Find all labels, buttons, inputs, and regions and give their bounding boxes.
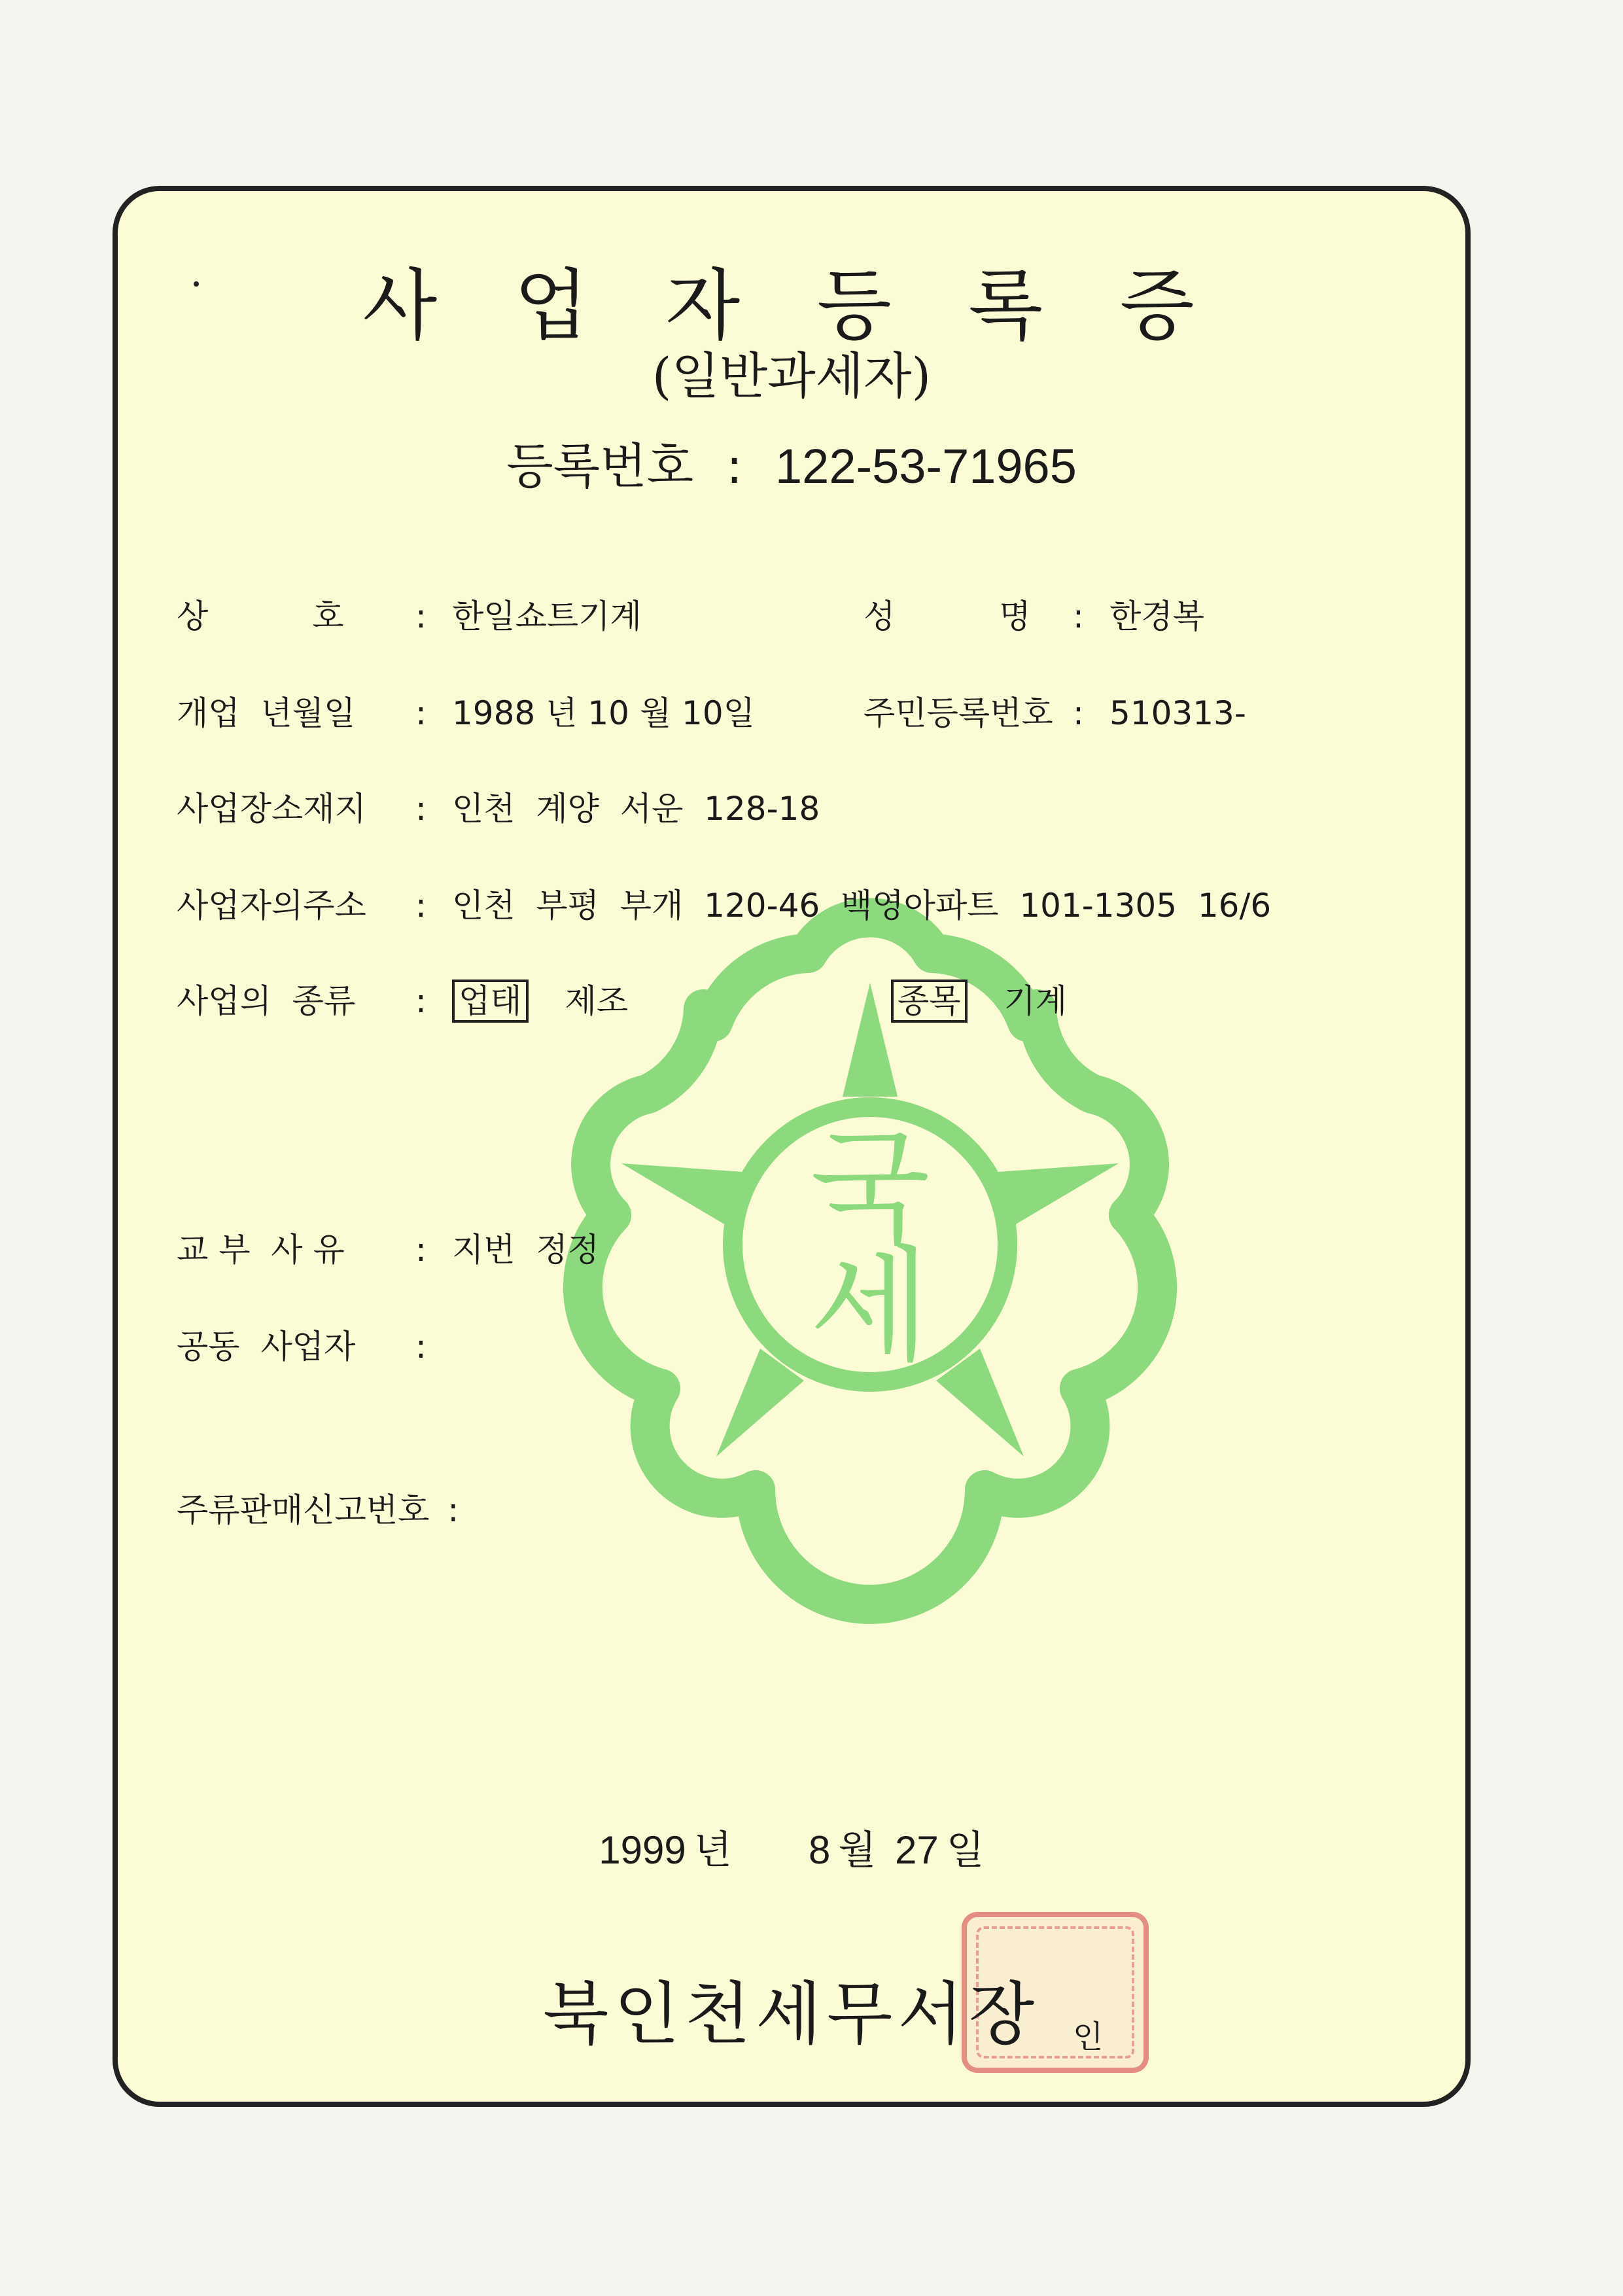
row-owner-address: 사업자의주소 : 인천 부평 부개 120-46 백영아파트 101-1305 16/6 [177,879,1271,927]
registration-number-line: 등록번호 : 122-53-71965 [506,438,1077,495]
trade-name-value: 한일쇼트기계 [452,597,642,635]
registration-number-label: 등록번호 [506,438,694,495]
resident-number-label: 주민등록번호 [864,694,1053,732]
issue-day-unit: 일 [946,1828,985,1872]
issue-reason-label: 교 부 사 유 [177,1231,345,1269]
certificate-frame [113,186,1471,2107]
row-joint-business: 공동 사업자 : [177,1320,452,1368]
seal-mark: 인 [1073,2019,1104,2055]
business-place-value: 인천 계양 서운 128-18 [452,790,820,828]
open-date-label: 개업 년월일 [177,694,356,732]
issue-year: 1999 [599,1828,686,1872]
issue-day: 27 [895,1828,939,1872]
business-place-label: 사업장소재지 [177,790,366,828]
document-title: 사 업 자 등 록 증 [362,260,1221,351]
business-type-label: 사업의 종류 [177,982,356,1020]
liquor-sales-label: 주류판매신고번호 [177,1491,430,1529]
business-item-value: 기계 [1003,982,1068,1020]
resident-number-value: 510313- [1109,694,1246,732]
issue-month: 8 [809,1828,831,1872]
row-business-type: 사업의 종류 : 업태 제조 종목 기계 [177,975,1067,1022]
trade-name-label: 상 호 [177,597,344,635]
row-liquor-sales: 주류판매신고번호 : [177,1491,459,1529]
row-trade-name: 상 호 : 한일쇼트기계 [177,590,642,637]
emblem-char-top: 국 [810,1116,930,1261]
business-category-value: 제조 [565,982,629,1020]
issue-reason-value: 지번 정정 [452,1231,599,1269]
business-item-tag: 종목 [891,980,968,1023]
owner-address-label: 사업자의주소 [177,887,366,925]
rep-name-label: 성 명 [864,597,1031,635]
row-business-place: 사업장소재지 : 인천 계양 서운 128-18 [177,783,820,830]
row-open-date: 개업 년월일 : 1988 년 10 월 10일 [177,687,755,734]
owner-address-value: 인천 부평 부개 120-46 백영아파트 101-1305 16/6 [452,887,1272,925]
issue-date [118,1819,1465,1875]
registration-number-value: 122-53-71965 [775,439,1077,493]
national-tax-emblem [491,852,1249,1624]
joint-business-label: 공동 사업자 [177,1328,356,1366]
emblem-char-bottom: 세 [810,1234,930,1379]
document-subtitle: (일반과세자) [652,347,932,405]
row-rep-name: 성 명 : 한경복 [864,590,1204,637]
tax-office-name: 북인천세무서장 [543,1974,1040,2054]
issue-month-unit: 월 [838,1828,877,1872]
row-issue-reason: 교 부 사 유 : 지번 정정 [177,1224,599,1271]
issue-year-unit: 년 [693,1828,732,1872]
open-date-value: 1988 년 10 월 10일 [452,694,755,732]
business-category-tag: 업태 [452,980,529,1023]
rep-name-value: 한경복 [1109,597,1204,635]
row-resident-number: 주민등록번호 : 510313- [864,687,1246,734]
